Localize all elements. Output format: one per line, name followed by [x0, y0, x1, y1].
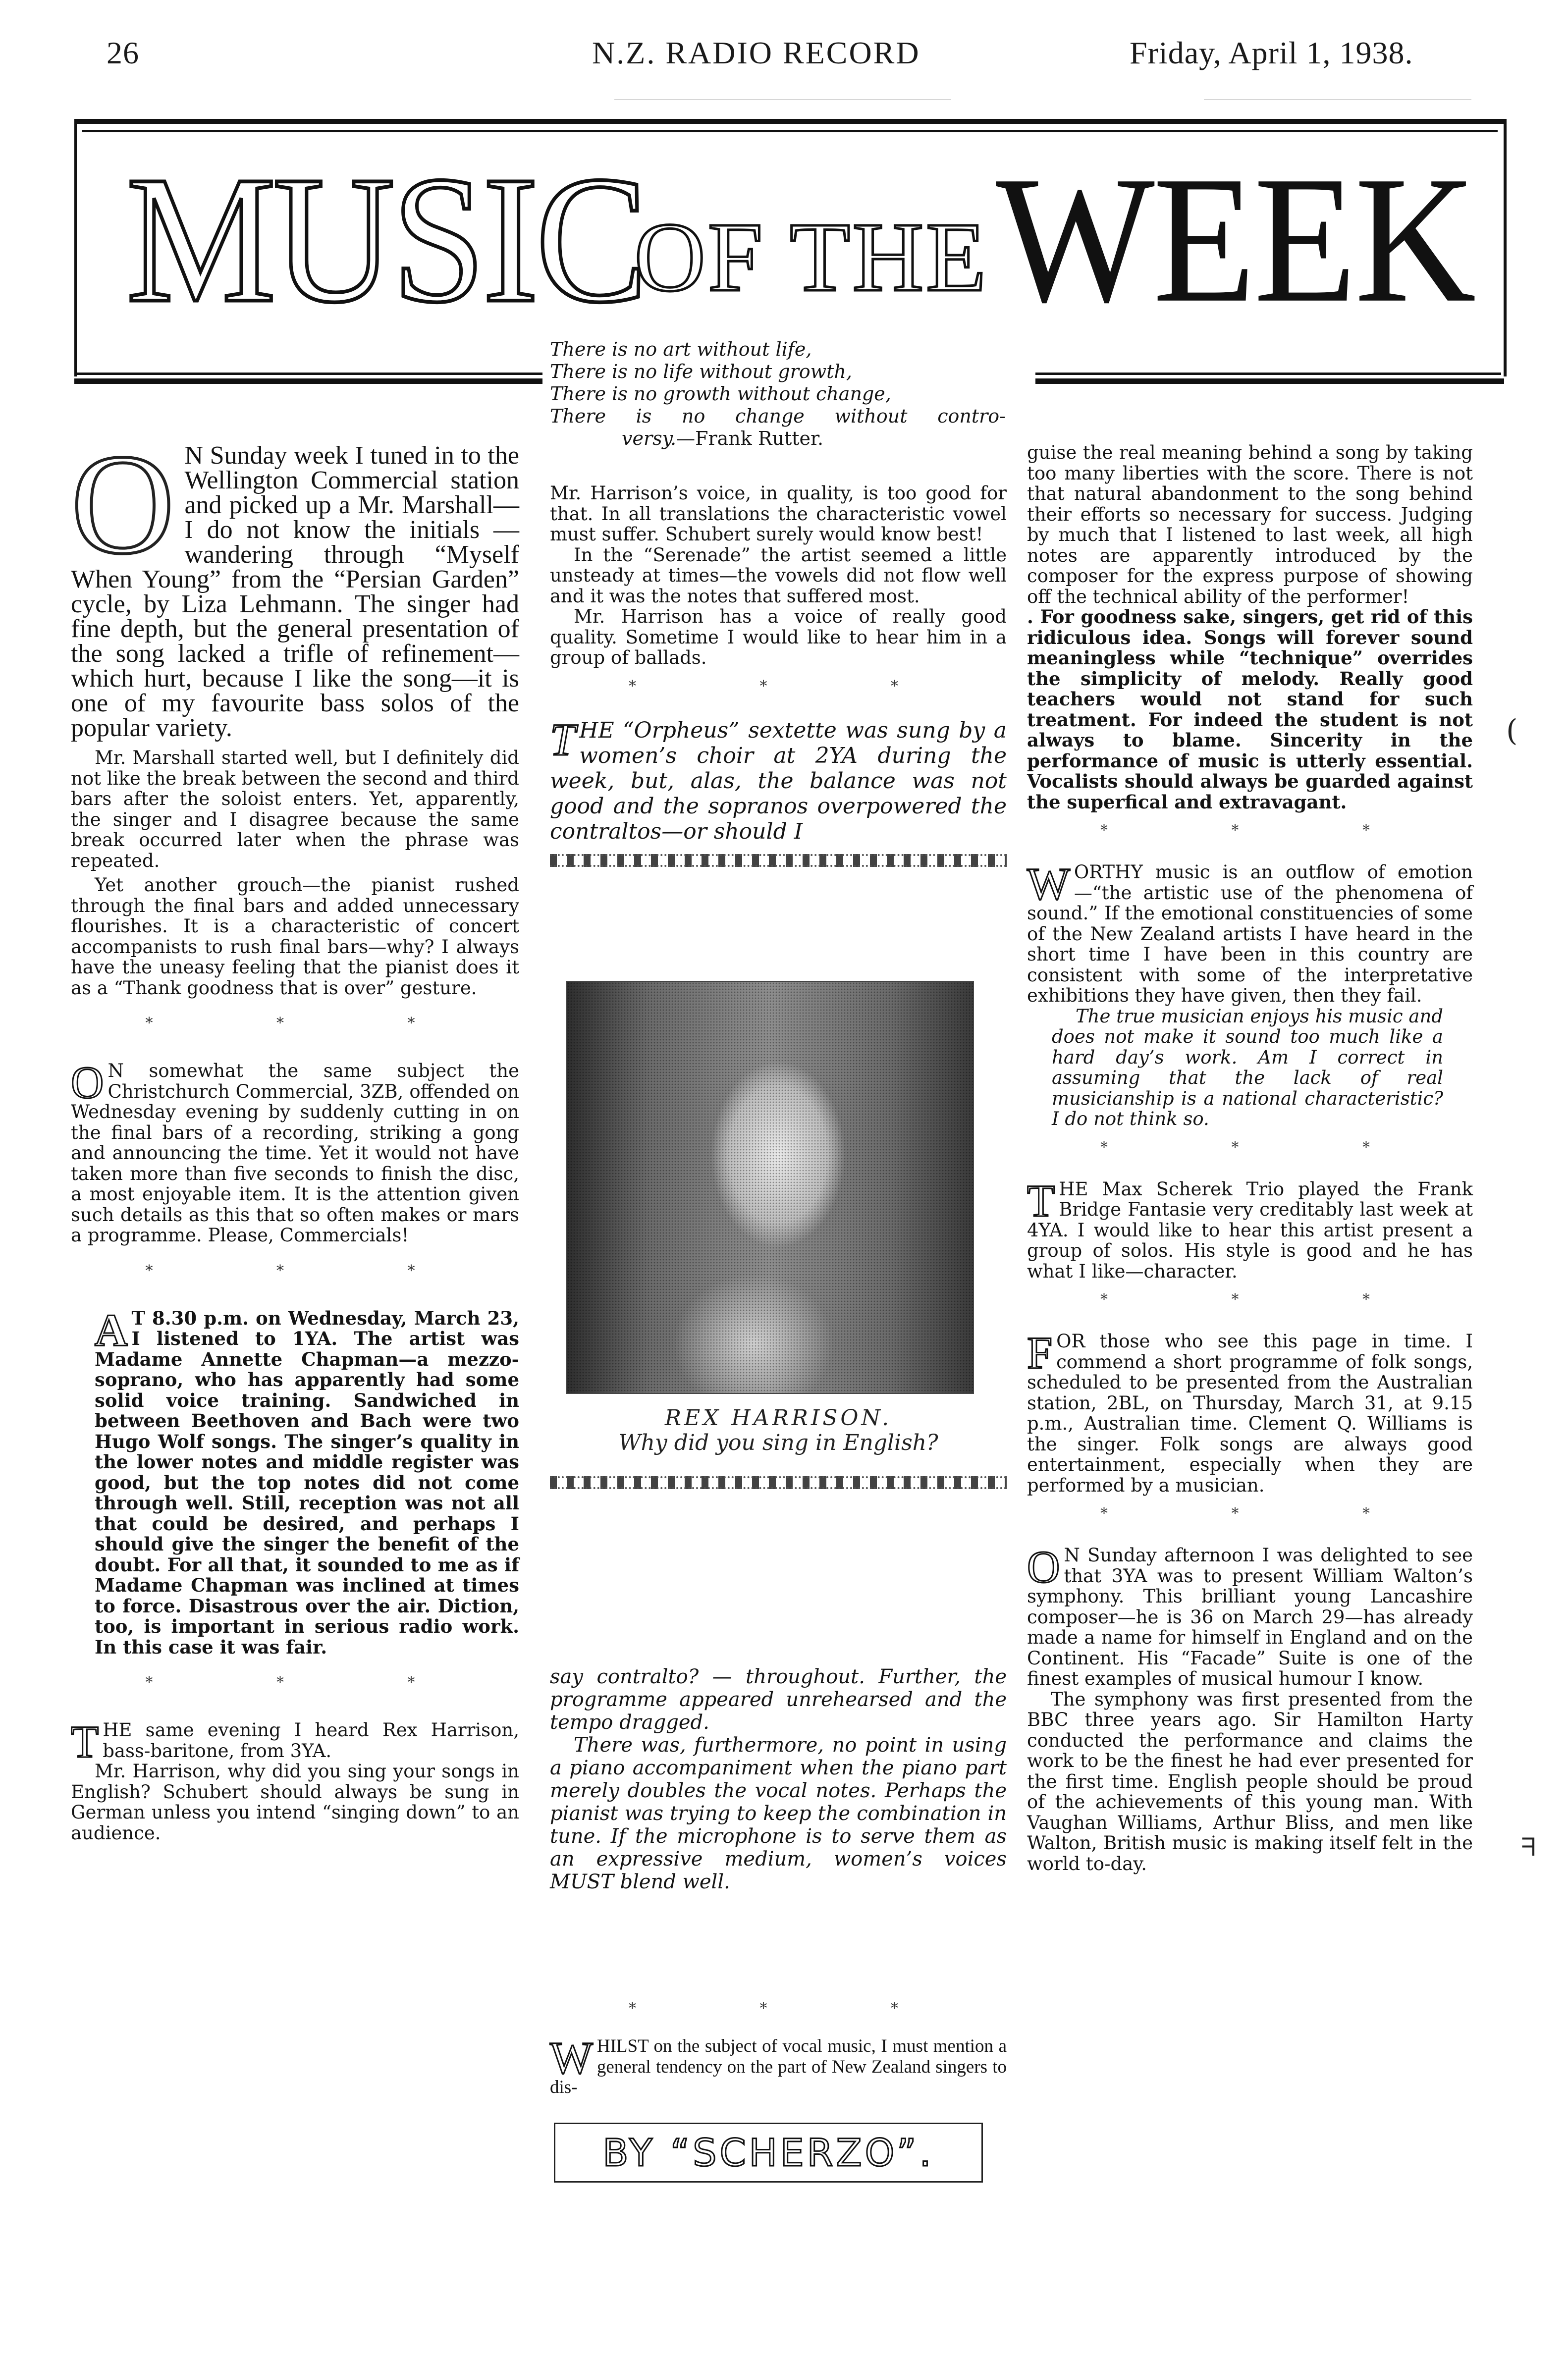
title-week: WEEK	[996, 138, 1474, 340]
article-commercial: O N somewhat the same subject the Christchurch Commercial, 3ZB, offended on Wednesday evening by suddenly cutting in on the final bars of a recording, striking a gong and announcing the time. Yet it would not have taken more than five seconds to finish the disc, a most enjoyable item. It is the attention given such details as this that so often makes or mars a programme. Please, Commercials!	[71, 1057, 519, 1246]
epigraph-line: There is no art without life,	[550, 338, 812, 360]
page-number: 26	[107, 35, 139, 70]
middle-column-top	[550, 483, 1007, 867]
initial-letter: T	[71, 1716, 99, 1767]
article-marshall-p3: Yet another grouch—the pianist rushed through the final bars and added unnecessary flourishes. It is a characteristic of concert accompanists to rush final bars—why? I always have the uneasy feeling that the pianist does it as a “Thank goodness that is over” gesture.	[71, 874, 519, 999]
article-scherek: THE Max Scherek Trio played the Frank Bridge Fantasie very creditably last week at 4YA. I would like to hear this artist present a group of solos. His style is good and he has what I like—character.	[1027, 1175, 1473, 1282]
article-harrison: THE same evening I heard Rex Harrison, bass-baritone, from 3YA. Mr. Harrison, why did you sing your songs in English? Schubert should always be sung in German unless you intend “singing down” to an audience.	[71, 1716, 519, 1844]
epigraph-line: There is no life without growth,	[550, 361, 852, 382]
photo-caption	[550, 1406, 1007, 1455]
middle-column-bottom	[550, 1665, 1007, 1893]
title-box-inner-rule	[82, 130, 1498, 132]
left-column	[71, 425, 519, 1844]
article-marshall-p2: Mr. Marshall started well, but I definitely did not like the break between the second and third bars after the soloist enters. Yet, apparently, the singer and I disagree because the same break occurred later when the phrase was repeated.	[71, 747, 519, 871]
epigraph	[550, 338, 1006, 450]
header-rule-left	[614, 99, 951, 100]
section-separator: * * *	[1100, 1505, 1430, 1522]
initial-letter: F	[1027, 1328, 1053, 1378]
article-worthy: WORTHY music is an outflow of emotion—“the artistic use of the phenomena of sound.” If the emotional constituencies of some of the New Zealand artists I have heard in the short time I have been in this country are consistent with some of the interpretative exhibitions they have given, then they fail. The true musician enjoys his music and does not make it sound too much like a hard day’s work. Am I correct in assuming that the lack of real musicianship is a national characteristic? I do not think so.	[1027, 858, 1473, 1129]
section-separator: * * *	[1100, 822, 1430, 839]
margin-mark: (	[1506, 713, 1518, 748]
epigraph-line: There is no growth without change,	[550, 383, 891, 405]
epigraph-line: There is no change without contro-	[550, 405, 1006, 427]
caption-subtitle: Why did you sing in English?	[618, 1430, 938, 1455]
section-separator: * * *	[145, 1674, 475, 1691]
article-whilst: WHILST on the subject of vocal music, I must mention a general tendency on the part of New Zealand singers to dis-	[550, 2032, 1007, 2097]
title-box-bottom-rule-left	[74, 373, 542, 375]
margin-mark: ᖷ	[1521, 1833, 1536, 1862]
section-separator: * * *	[145, 1015, 475, 1032]
section-separator: * * *	[628, 677, 958, 695]
title-music: MUSIC	[126, 138, 645, 340]
harrison-cont-p2: In the “Serenade” the artist seemed a little unsteady at times—the vowels did not flow well and it was the notes that suffered most.	[550, 544, 1007, 607]
whilst-cont: guise the real meaning behind a song by taking too many liberties with the score. There is not that natural abandonment to the song behind their efforts so necessary for success. Judging by much that I listened to last week, all high notes are apparently introduced by the composer for the express purpose of showing off the technical ability of the performer!	[1027, 442, 1473, 607]
header-rule-right	[1204, 99, 1471, 100]
harrison-cont-p3: Mr. Harrison has a voice of really good quality. Sometime I would like to hear him in a group of ballads.	[550, 606, 1007, 668]
byline-box	[554, 2123, 983, 2183]
section-separator: * * *	[628, 2000, 958, 2017]
article-marshall-lead: O N Sunday week I tuned in to the Wellington Commercial station and picked up a Mr. Marshall—I do not know the initials — wandering through “Myself When Young” from the “Persian Garden” cycle, by Liza Lehmann. The singer had fine depth, but the general presentation of the song lacked a trifle of refinement—which hurt, because I like the song—it is one of my favourite bass solos of the popular variety.	[71, 425, 519, 742]
decorative-border	[550, 1476, 1007, 1489]
harrison-cont-p1: Mr. Harrison’s voice, in quality, is too good for that. In all translations the characteristic vowel must suffer. Schubert surely would know best!	[550, 482, 1007, 545]
title-of-the: OF THE	[634, 203, 988, 312]
section-separator: * * *	[1100, 1291, 1430, 1308]
initial-letter: O	[71, 1057, 104, 1108]
publication-name: N.Z. RADIO RECORD	[592, 35, 920, 70]
title-box-top-rule	[77, 119, 1504, 124]
orpheus-cont-p2: There was, furthermore, no point in using a piano accompaniment when the piano part merely doubles the vocal notes. Perhaps the pianist was trying to keep the combination in tune. If the microphone is to serve them as an expressive medium, women’s voices MUST blend well.	[550, 1734, 1007, 1893]
title-box-bottom-rule-right	[1035, 373, 1501, 375]
article-orpheus: THE “Orpheus” sextette was sung by a women’s choir at 2YA during the week, but, alas, the balance was not good and the sopranos overpowered the contraltos—or should I	[550, 714, 1007, 844]
right-column	[1027, 442, 1473, 1874]
epigraph-attribution: versy.—Frank Rutter.	[622, 428, 824, 449]
drop-cap: O	[71, 425, 175, 584]
article-chapman: A T 8.30 p.m. on Wednesday, March 23, I listened to 1YA. The artist was Madame Annette Chapman—a mezzo-soprano, who has apparently had some solid voice training. Sandwiched in between Beethoven and Bach were two Hugo Wolf songs. The singer’s quality in the lower notes and middle register was good, but the top notes did not come through well. Still, reception was not all that could be desired, and perhaps I should give the singer the benefit of the doubt. For all that, it sounded to me as if Madame Chapman was inclined at times to force. Disastrous over the air. Diction, too, is important in serious radio work. In this case it was fair.	[95, 1304, 519, 1658]
initial-letter: W	[550, 2032, 593, 2083]
epigraph-author: —Frank Rutter.	[676, 428, 824, 449]
orpheus-cont-p1: say contralto? — throughout. Further, the programme appeared unrehearsed and the tempo dragged.	[550, 1665, 1007, 1734]
whilst-cont-bold: . For goodness sake, singers, get rid of this ridiculous idea. Songs will forever sound meaningless while “technique” overrides the simplicity of melody. Really good teachers would not stand for such treatment. For indeed the student is not always to blame. Sincerity in the performance of music is utterly essential. Vocalists should always be guarded against the superfical and extravagant.	[1027, 606, 1473, 813]
initial-letter: O	[1027, 1542, 1060, 1592]
caption-name: REX HARRISON.	[664, 1405, 892, 1431]
title-box-bottom-rule-right-thick	[1035, 378, 1504, 384]
article-walton: O N Sunday afternoon I was delighted to see that 3YA was to present William Walton’s symphony. This brilliant young Lancashire composer—he is 36 on March 29—has already made a name for himself in England and on the Continent. His “Facade” Suite is one of the finest examples of musical humour I know. The symphony was first presented from the BBC three years ago. Sir Hamilton Harty conducted the performance and claims the work to be the finest he had ever presented for the first time. English people should be proud of the achievements of this young man. With Vaughan Williams, Arthur Bliss, and men like Walton, British music is making itself felt in the world to-day.	[1027, 1542, 1473, 1874]
issue-date: Friday, April 1, 1938.	[1130, 35, 1413, 70]
decorative-border	[550, 854, 1007, 867]
article-folk-songs: FOR those who see this page in time. I commend a short programme of folk songs, scheduled to be presented from the Australian station, 2BL, on Thursday, March 31, at 9.15 p.m., Australian time. Clement Q. Williams is the singer. Folk songs are always good entertainment, especially when they are performed by a musician.	[1027, 1328, 1473, 1496]
initial-letter: W	[1027, 858, 1070, 909]
byline: BY “SCHERZO”.	[602, 2131, 934, 2175]
portrait-photo-rex-harrison	[566, 981, 974, 1394]
section-separator: * * *	[1100, 1138, 1430, 1156]
initial-letter: T	[1027, 1175, 1055, 1226]
section-separator: * * *	[145, 1262, 475, 1280]
initial-letter: A	[95, 1304, 128, 1355]
article-walton-p2: The symphony was first presented from the BBC three years ago. Sir Hamilton Harty conducted the performance and claims the work to be the finest he had ever presented for the first time. English people should be proud of the achievements of this young man. With Vaughan Williams, Arthur Bliss, and men like Walton, British music is making itself felt in the world to-day.	[1027, 1688, 1473, 1874]
title-box-bottom-rule-left-thick	[74, 378, 542, 384]
initial-letter: T	[550, 714, 576, 765]
article-harrison-p2: Mr. Harrison, why did you sing your songs in English? Schubert should always be sung in German unless you intend “singing down” to an audience.	[71, 1761, 519, 1844]
middle-column-whilst	[550, 2001, 1007, 2098]
worthy-italic-block: The true musician enjoys his music and does not make it sound too much like a hard day’s work. Am I correct in assuming that the lack of real musicianship is a national characteristic? I do not think so.	[1052, 1005, 1443, 1129]
